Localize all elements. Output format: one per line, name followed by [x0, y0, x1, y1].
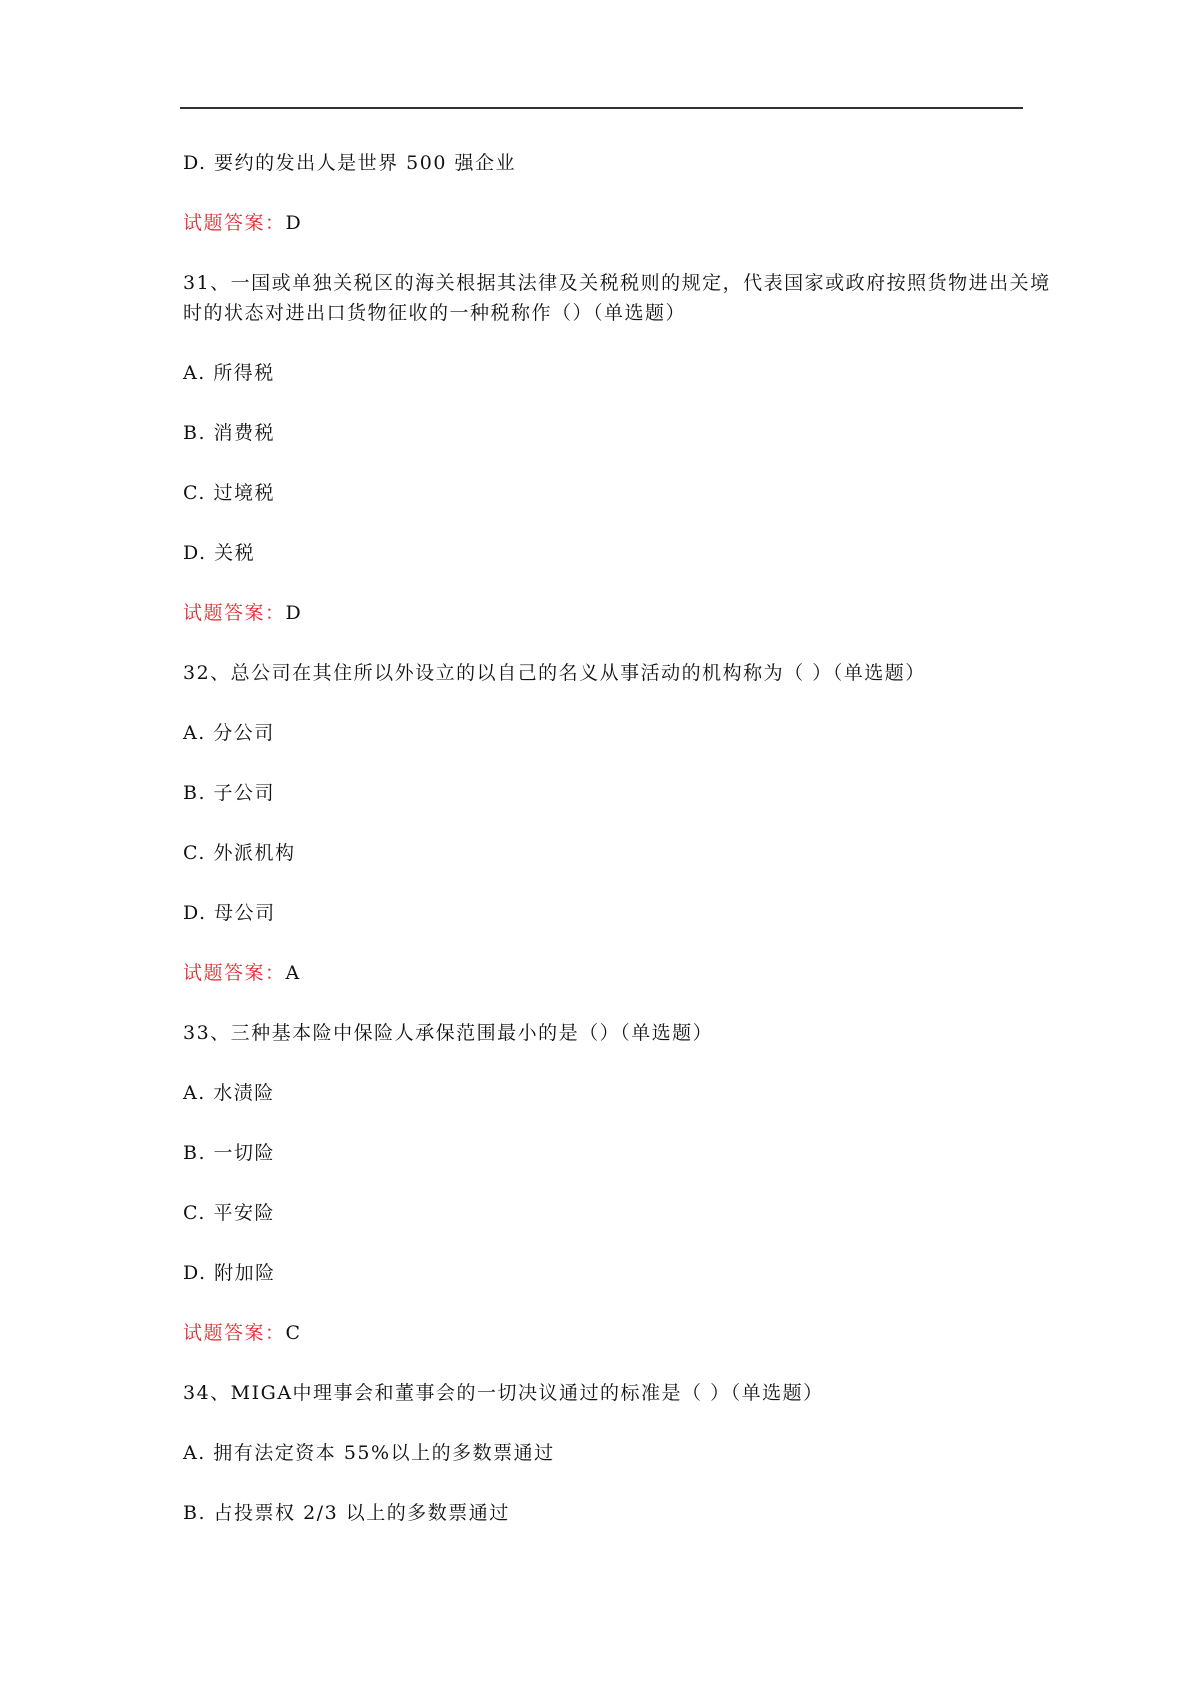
question-32-option-d: D. 母公司	[183, 902, 276, 924]
prev-option-d: D. 要约的发出人是世界 500 强企业	[183, 152, 516, 174]
answer-label: 试题答案：	[183, 212, 286, 234]
header-rule	[180, 107, 1023, 109]
question-33-option-b: B. 一切险	[183, 1142, 276, 1164]
answer-value: A	[285, 962, 301, 984]
question-34-option-a: A. 拥有法定资本 55%以上的多数票通过	[183, 1442, 555, 1464]
question-31-stem	[183, 268, 1051, 328]
answer-value: D	[285, 602, 303, 624]
answer-value: D	[285, 212, 303, 234]
question-32-stem: 32、总公司在其住所以外设立的以自己的名义从事活动的机构称为（ ）（单选题）	[183, 662, 926, 684]
question-32-answer	[183, 958, 1023, 988]
answer-label: 试题答案：	[183, 602, 286, 624]
question-31-option-c: C. 过境税	[183, 482, 275, 504]
question-31-option-a: A. 所得税	[183, 362, 275, 384]
question-31-option-b: B. 消费税	[183, 422, 276, 444]
answer-label: 试题答案：	[183, 962, 286, 984]
question-31-answer	[183, 598, 1023, 628]
question-32-option-b: B. 子公司	[183, 782, 276, 804]
question-33-option-c: C. 平安险	[183, 1202, 275, 1224]
question-34-stem: 34、MIGA中理事会和董事会的一切决议通过的标准是（ ）（单选题）	[183, 1382, 824, 1404]
answer-value: C	[285, 1322, 302, 1344]
question-33-stem: 33、三种基本险中保险人承保范围最小的是（）（单选题）	[183, 1022, 714, 1044]
question-32-option-a: A. 分公司	[183, 722, 275, 744]
question-stem-line: 31、一国或单独关税区的海关根据其法律及关税税则的规定，代表国家或政府按照货物进出关境	[183, 272, 1051, 294]
answer-label: 试题答案：	[183, 1322, 286, 1344]
page-content	[183, 148, 1051, 1558]
question-32-option-c: C. 外派机构	[183, 842, 296, 864]
question-33-option-d: D. 附加险	[183, 1262, 276, 1284]
question-stem-line: 时的状态对进出口货物征收的一种税称作（）（单选题）	[183, 302, 687, 324]
prev-answer	[183, 208, 1023, 238]
question-31-option-d: D. 关税	[183, 542, 256, 564]
question-33-option-a: A. 水渍险	[183, 1082, 275, 1104]
question-34-option-b: B. 占投票权 2/3 以上的多数票通过	[183, 1502, 510, 1524]
question-33-answer	[183, 1318, 1023, 1348]
